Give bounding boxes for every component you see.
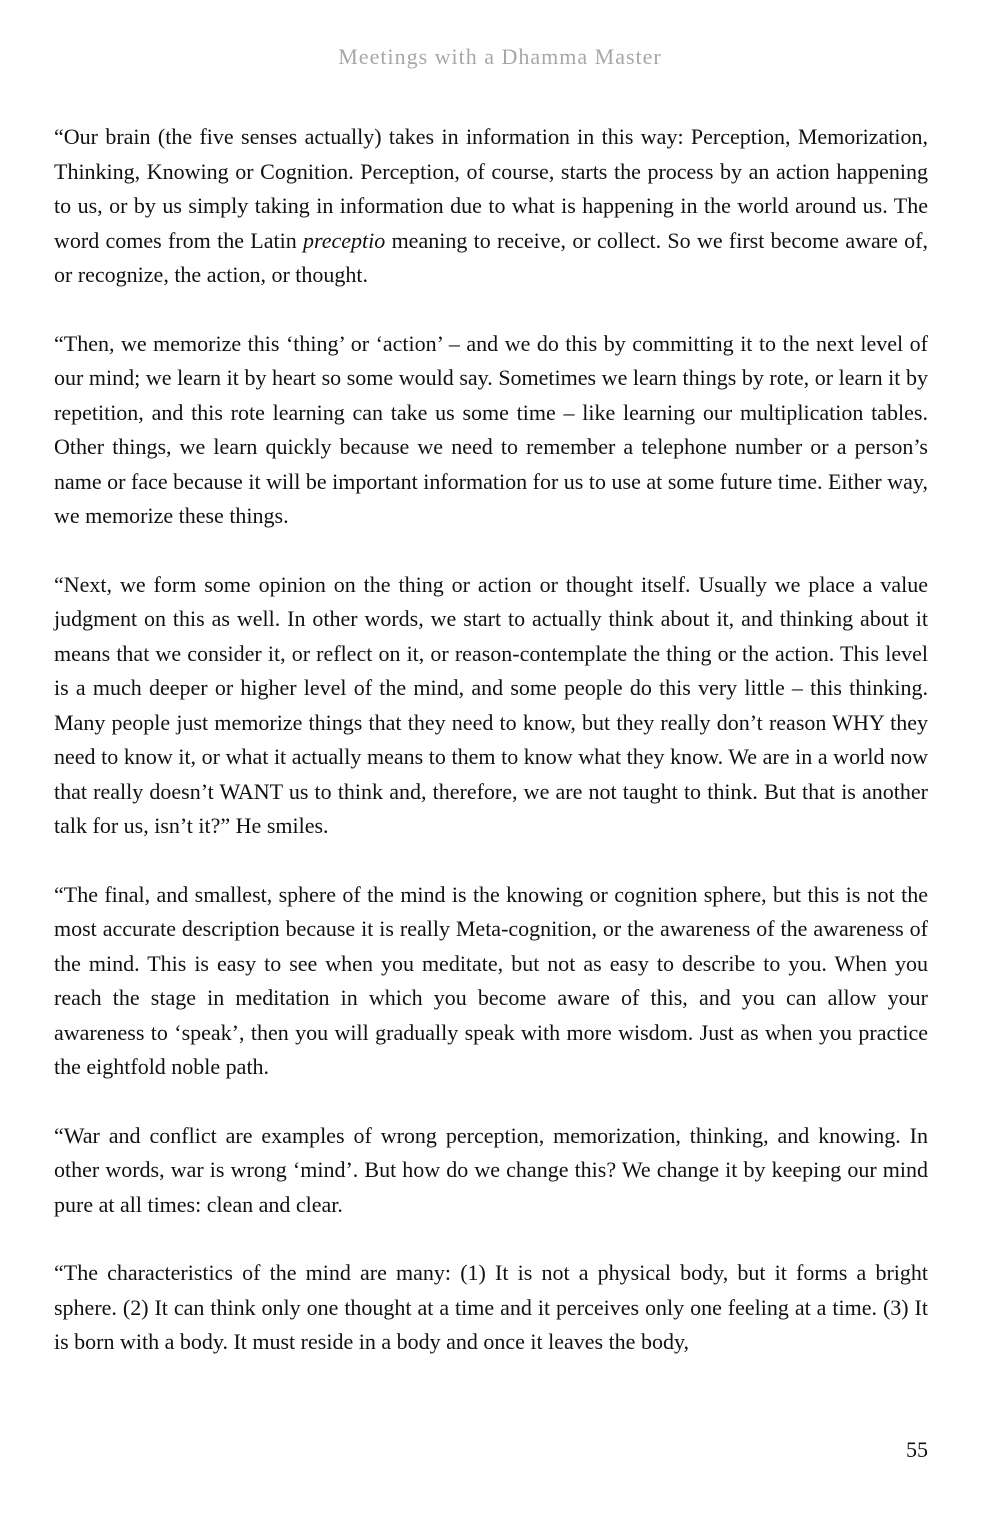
- paragraph-text: meaning to receive, or collect. So we first become aware of, or recognize, the action, or thought.: [54, 227, 928, 287]
- paragraph-thinking: “Next, we form some opinion on the thing or action or thought itself. Usually we place a value judgment on this as well. In other words, we start to actually think about it, and thinking about it means that we consider it, or reflect on it, or reason-contemplate the thing or the action. This level is a much deeper or higher level of the mind, and some people do this very little – this thinking. Many people just memorize things that they need to know, but they really don’t reason WHY they need to know it, or what it actually means to them to know what they know. We are in a world now that really doesn’t WANT us to think and, therefore, we are not taught to think. But that is another talk for us, isn’t it?” He smiles.: [54, 571, 928, 838]
- paragraph-cognition: “The final, and smallest, sphere of the mind is the knowing or cognition sphere, but this is not the most accurate description because it is really Meta-cognition, or the awareness of the awareness of the mind. This is easy to see when you meditate, but not as easy to describe to you. When you reach the stage in meditation in which you become aware of this, and you can allow your awareness to ‘speak’, then you will gradually speak with more wisdom. Just as when you practice the eightfold noble path.: [54, 881, 928, 1079]
- paragraph-text: “Our brain (the five senses actually) takes in information in this way: Perception, Memorization, Thinking, Knowing or Cognition. Perception, of course, starts the process by an action happening to us, or by us simply taking in information due to what is happening in the world around us. The word comes from the Latin: [54, 124, 928, 253]
- latin-term: preceptio: [303, 227, 386, 253]
- paragraph-perception: [54, 120, 928, 293]
- running-head: Meetings with a Dhamma Master: [338, 44, 662, 69]
- paragraph-war-and-conflict: “War and conflict are examples of wrong perception, memorization, thinking, and knowing. In other words, war is wrong ‘mind’. But how do we change this? We change it by keeping our mind pure at all times: clean and clear.: [54, 1122, 928, 1217]
- page-number: 55: [906, 1437, 928, 1462]
- paragraph-memorization: “Then, we memorize this ‘thing’ or ‘action’ – and we do this by committing it to the next level of our mind; we learn it by heart so some would say. Sometimes we learn things by rote, or learn it by repetition, and this rote learning can take us some time – like learning our multiplication tables. Other things, we learn quickly because we need to remember a telephone number or a person’s name or face because it will be important information for us to use at some future time. Either way, we memorize these things.: [54, 330, 928, 528]
- body-text: [54, 120, 928, 1394]
- paragraph-characteristics: “The characteristics of the mind are many: (1) It is not a physical body, but it forms a bright sphere. (2) It can think only one thought at a time and it perceives only one feeling at a time. (3) It is born with a body. It must reside in a body and once it leaves the body,: [54, 1260, 928, 1354]
